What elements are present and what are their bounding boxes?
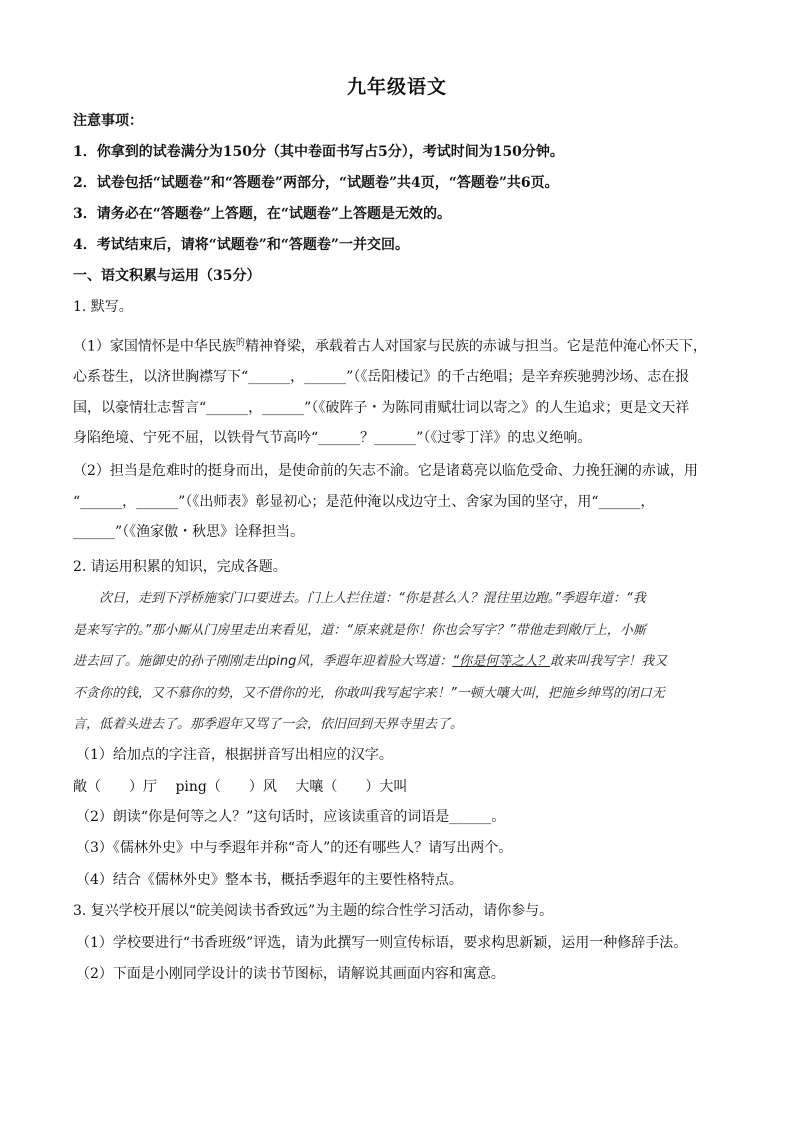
q1-p1-line: （1）家国情怀是中华民族 bbox=[73, 338, 236, 355]
underlined-quote: “你是何等之人？ bbox=[452, 654, 551, 669]
notice-item: 2．试卷包括“试题卷”和“答题卷”两部分，“试题卷”共4页，“答题卷”共6页。 bbox=[73, 175, 559, 191]
notice-item: 1．你拿到的试卷满分为150分（其中卷面书写占5分），考试时间为150分钟。 bbox=[73, 144, 564, 160]
passage-line: 不贪你的钱，又不慕你的势，又不借你的光，你敢叫我写起字来！”一顿大嚷大叫，把施乡绅骂的闭口无 bbox=[73, 685, 665, 701]
question-1-part-2 bbox=[73, 456, 721, 548]
q1-p2-line: ______”（《渔家傲・秋思》诠释担当。 bbox=[73, 524, 305, 540]
q2-sub-1-blanks: 敞（ ）厅 ping（ ）风 大嚷（ ）大叫 bbox=[73, 779, 408, 795]
question-2-title: 2. 请运用积累的知识，完成各题。 bbox=[73, 559, 287, 575]
page-title: 九年级语文 bbox=[346, 76, 447, 98]
q2-sub-1: （1）给加点的字注音，根据拼音写出相应的汉字。 bbox=[76, 747, 393, 763]
q2-sub-4: （4）结合《儒林外史》整本书，概括季遐年的主要性格特点。 bbox=[76, 872, 463, 888]
question-3-title: 3. 复兴学校开展以“皖美阅读书香致远”为主题的综合性学习活动，请你参与。 bbox=[73, 903, 554, 919]
section-heading: 一、语文积累与运用（35分） bbox=[73, 268, 261, 284]
question-1-title: 1. 默写。 bbox=[73, 299, 133, 315]
notice-item: 3．请务必在“答题卷”上答题，在“试题卷”上答题是无效的。 bbox=[73, 206, 451, 222]
passage-line: 次日，走到下浮桥施家门口要进去。门上人拦住道：“你是甚么人？混往里边跑。”季遐年道：“我 bbox=[99, 591, 646, 606]
notice-heading: 注意事项： bbox=[73, 113, 143, 129]
classical-passage bbox=[73, 583, 723, 741]
q3-sub-1: （1）学校要进行“书香班级”评选，请为此撰写一则宣传标语，要求构思新颖，运用一种修辞手法。 bbox=[76, 935, 688, 951]
q1-p1-line: 身陷绝境、宁死不屈，以铁骨气节高吟“______？______”（《过零丁洋》的忠义绝响。 bbox=[73, 430, 592, 447]
q3-sub-2: （2）下面是小刚同学设计的读书节图标，请解说其画面内容和寓意。 bbox=[76, 966, 505, 982]
q2-sub-2: （2）朗读“你是何等之人？”这句话时，应该读重音的词语是______。 bbox=[76, 809, 506, 825]
passage-line: 言，低着头进去了。那季遐年又骂了一会，依旧回到天界寺里去了。 bbox=[73, 717, 464, 732]
q1-p1-line: 精神脊梁，承载着古人对国家与民族的赤诚与担当。它是范仲淹心怀天下， bbox=[244, 338, 707, 355]
question-1-part-1 bbox=[73, 328, 721, 454]
q1-p1-line: 国，以豪情壮志誓言“______，______”（《破阵子・为陈同甫赋壮词以寄之》的人生追求；更是文天祥 bbox=[73, 399, 690, 416]
passage-line: 敢来叫我写字！我又 bbox=[550, 654, 668, 669]
q1-p1-line: 心系苍生，以济世胸襟写下“______，______”（《岳阳楼记》的千古绝唱；是辛弃疾驰骋沙场、志在报 bbox=[73, 369, 690, 386]
q2-sub-3: （3）《儒林外史》中与季遐年并称“奇人”的还有哪些人？请写出两个。 bbox=[76, 840, 513, 856]
q1-p1-superscript: 的 bbox=[235, 338, 245, 348]
q1-p2-line: “______，______”（《出师表》彰显初心；是范仲淹以戍边守土、舍家为国的坚守，用“______， bbox=[73, 493, 655, 510]
passage-line: 进去回了。施御史的孙子刚刚走出ping风，季遐年迎着脸大骂道： bbox=[73, 654, 453, 669]
q1-p2-line: （2）担当是危难时的挺身而出，是使命前的矢志不渝。它是诸葛亮以临危受命、力挽狂澜的赤诚，用 bbox=[73, 463, 698, 479]
notice-item: 4．考试结束后，请将“试题卷”和“答题卷”一并交回。 bbox=[73, 237, 409, 253]
passage-line: 是来写字的。”那小厮从门房里走出来看见，道：“原来就是你！你也会写字？”带他走到敞厅上，小厮 bbox=[73, 622, 646, 638]
